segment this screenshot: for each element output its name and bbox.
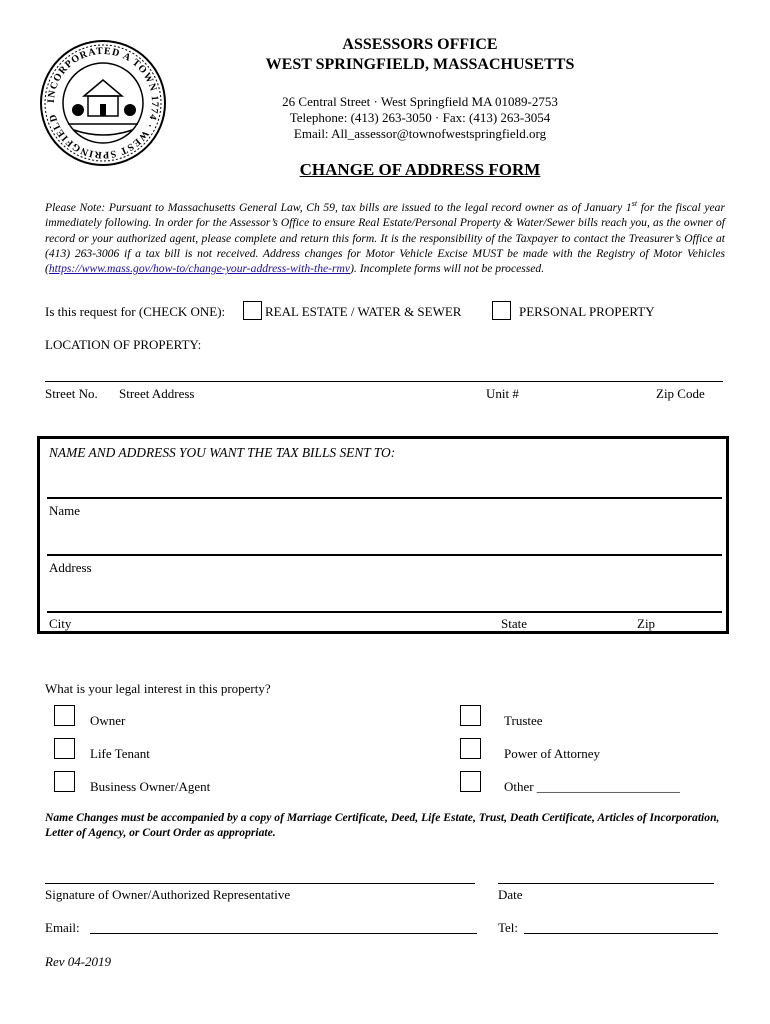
owner-label: Owner [90, 713, 126, 728]
signature-input[interactable] [45, 866, 473, 882]
note-text-3: ). Incomplete forms will not be processed. [350, 262, 545, 276]
email-line [90, 933, 477, 934]
tel-line [524, 933, 718, 934]
business-owner-label: Business Owner/Agent [90, 779, 211, 794]
signature-label: Signature of Owner/Authorized Representative [45, 887, 291, 902]
signature-line [45, 883, 475, 884]
trustee-label: Trustee [504, 713, 543, 728]
location-line [45, 381, 723, 382]
location-heading: LOCATION OF PROPERTY: [45, 337, 202, 352]
office-address: 26 Central Street · West Springfield MA 01089-2753 [282, 94, 558, 109]
real-estate-label: REAL ESTATE / WATER & SEWER [265, 304, 462, 319]
note-superscript: st [631, 199, 638, 208]
note-text-1: Please Note: Pursuant to Massachusetts General Law, Ch 59, tax bills are issued to the legal record owner as of January 1 [45, 200, 632, 214]
name-label: Name [49, 503, 81, 518]
request-question: Is this request for (CHECK ONE): [45, 304, 226, 319]
interest-question: What is your legal interest in this property? [45, 681, 271, 696]
tel-input[interactable] [524, 917, 716, 933]
power-of-attorney-label: Power of Attorney [504, 746, 601, 761]
address-input[interactable] [49, 535, 719, 553]
name-line [47, 497, 722, 499]
revision-label: Rev 04-2019 [45, 954, 112, 969]
personal-property-label: PERSONAL PROPERTY [519, 304, 655, 319]
office-title: ASSESSORS OFFICE [342, 36, 498, 53]
email-input[interactable] [90, 917, 476, 933]
business-owner-checkbox[interactable] [54, 771, 75, 792]
life-tenant-label: Life Tenant [90, 746, 150, 761]
trustee-checkbox[interactable] [460, 705, 481, 726]
power-of-attorney-checkbox[interactable] [460, 738, 481, 759]
email-label: Email: [45, 920, 80, 935]
date-label: Date [498, 887, 523, 902]
date-line [498, 883, 714, 884]
state-label: State [501, 616, 527, 631]
other-label: Other ______________________ [504, 779, 680, 794]
other-checkbox[interactable] [460, 771, 481, 792]
street-address-label: Street Address [119, 386, 195, 401]
city-input[interactable] [49, 592, 489, 610]
name-change-note: Name Changes must be accompanied by a copy of Marriage Certificate, Deed, Life Estate, Trust, Death Certificate, Articles of Incorporation, Letter of Agency, or Court Order as appropriate. [45, 811, 720, 840]
life-tenant-checkbox[interactable] [54, 738, 75, 759]
unit-label: Unit # [486, 386, 519, 401]
rmv-link[interactable]: https://www.mass.gov/how-to/change-your-address-with-the-rmv [48, 262, 351, 276]
zip-input[interactable] [636, 592, 720, 610]
office-email: Email: All_assessor@townofwestspringfield.org [293, 126, 547, 141]
city-line [47, 611, 722, 613]
tel-label: Tel: [498, 920, 519, 935]
form-title: CHANGE OF ADDRESS FORM [299, 160, 541, 179]
office-phone: Telephone: (413) 263-3050 · Fax: (413) 263-3054 [289, 110, 551, 125]
mailing-heading: NAME AND ADDRESS YOU WANT THE TAX BILLS SENT TO: [49, 445, 396, 460]
location-input[interactable] [45, 364, 723, 380]
note-text-2: for the fiscal year immediately following. In order for the Assessor’s Office to ensure Real Estate/Personal Property & Water/Sewer bills reach you, as the owner of record or your authorized agent, please complete and return this form. It is the responsibility of the Taxpayer to contact the Treasurer’s Office at (413) 263-3006 if a tax bill is not received. Address changes for Motor Vehicle Excise MUST be made with the Registry of Motor Vehicles ( [45, 200, 725, 276]
personal-property-checkbox[interactable] [492, 301, 511, 320]
address-line [47, 554, 722, 556]
date-input[interactable] [498, 866, 712, 882]
address-label: Address [49, 560, 92, 575]
instructions-note [45, 196, 725, 277]
zip-code-label: Zip Code [656, 386, 705, 401]
name-input[interactable] [49, 478, 719, 496]
real-estate-checkbox[interactable] [243, 301, 262, 320]
town-title: WEST SPRINGFIELD, MASSACHUSETTS [265, 56, 575, 73]
owner-checkbox[interactable] [54, 705, 75, 726]
city-label: City [49, 616, 72, 631]
town-seal [38, 38, 168, 168]
zip-label: Zip [637, 616, 656, 631]
state-input[interactable] [500, 592, 620, 610]
seal-text: INCORPORATED A TOWN 1774 · WEST SPRINGFIELD [45, 45, 161, 161]
street-no-label: Street No. [45, 386, 98, 401]
